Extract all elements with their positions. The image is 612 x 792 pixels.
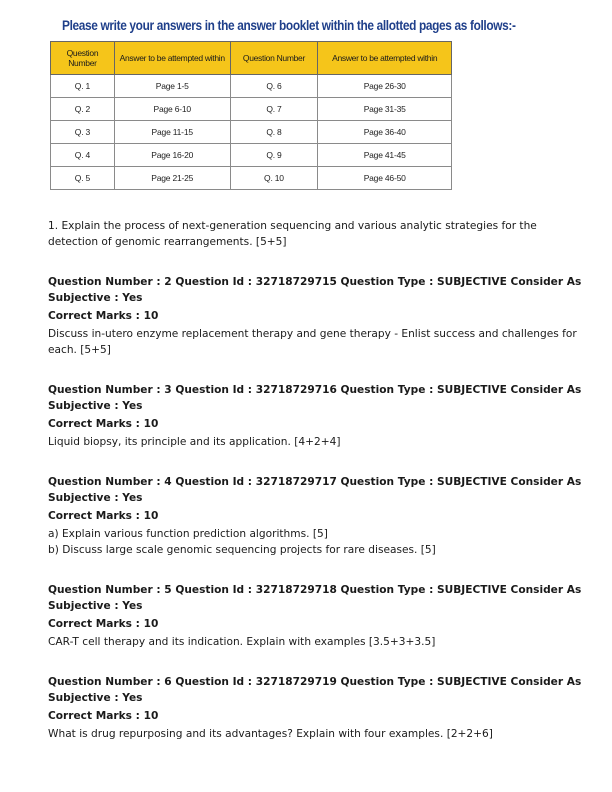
table-cell: Page 26-30 — [318, 75, 452, 98]
table-row — [51, 75, 452, 98]
table-header: Question Number — [230, 42, 318, 75]
table-cell: Q. 1 — [51, 75, 115, 98]
answer-page-table — [50, 41, 452, 190]
answer-instruction: Please write your answers in the answer booklet within the allotted pages as follows:- — [62, 18, 516, 33]
table-header: Answer to be attempted within — [318, 42, 452, 75]
question-text: CAR-T cell therapy and its indication. Explain with examples [3.5+3+3.5] — [48, 636, 436, 648]
question-4-block — [48, 474, 583, 558]
table-row — [51, 144, 452, 167]
question-text: Discuss in-utero enzyme replacement therapy and gene therapy - Enlist success and challenges for each. [5+5] — [48, 328, 577, 356]
table-cell: Page 41-45 — [318, 144, 452, 167]
question-3-block — [48, 382, 583, 451]
question-text-a: a) Explain various function prediction algorithms. [5] — [48, 528, 328, 540]
table-cell: Q. 10 — [230, 167, 318, 190]
table-cell: Page 36-40 — [318, 121, 452, 144]
question-header: Question Number : 4 Question Id : 32718729717 Question Type : SUBJECTIVE Consider As Subjective : Yes — [48, 476, 582, 504]
table-cell: Page 11-15 — [114, 121, 230, 144]
question-5-block — [48, 582, 583, 651]
table-cell: Page 16-20 — [114, 144, 230, 167]
table-cell: Q. 9 — [230, 144, 318, 167]
table-header-row — [51, 42, 452, 75]
table-cell: Q. 5 — [51, 167, 115, 190]
table-cell: Q. 4 — [51, 144, 115, 167]
table-header: Question Number — [51, 42, 115, 75]
question-marks: Correct Marks : 10 — [48, 418, 159, 430]
question-marks: Correct Marks : 10 — [48, 510, 159, 522]
table-cell: Q. 3 — [51, 121, 115, 144]
question-text-b: b) Discuss large scale genomic sequencing projects for rare diseases. [5] — [48, 543, 436, 556]
table-row — [51, 98, 452, 121]
question-header: Question Number : 6 Question Id : 32718729719 Question Type : SUBJECTIVE Consider As Subjective : Yes — [48, 676, 582, 704]
table-cell: Q. 2 — [51, 98, 115, 121]
table-cell: Page 46-50 — [318, 167, 452, 190]
question-text: What is drug repurposing and its advantages? Explain with four examples. [2+2+6] — [48, 728, 493, 740]
table-cell: Page 1-5 — [114, 75, 230, 98]
question-text: Liquid biopsy, its principle and its application. [4+2+4] — [48, 436, 341, 448]
question-marks: Correct Marks : 10 — [48, 310, 159, 322]
table-cell: Q. 7 — [230, 98, 318, 121]
question-header: Question Number : 3 Question Id : 32718729716 Question Type : SUBJECTIVE Consider As Subjective : Yes — [48, 384, 582, 412]
table-cell: Page 6-10 — [114, 98, 230, 121]
table-row — [51, 167, 452, 190]
question-2-block — [48, 274, 583, 358]
table-cell: Page 31-35 — [318, 98, 452, 121]
question-marks: Correct Marks : 10 — [48, 618, 159, 630]
question-header: Question Number : 5 Question Id : 32718729718 Question Type : SUBJECTIVE Consider As Subjective : Yes — [48, 584, 582, 612]
table-header: Answer to be attempted within — [114, 42, 230, 75]
table-cell: Page 21-25 — [114, 167, 230, 190]
question-1-text: 1. Explain the process of next-generation sequencing and various analytic strategies for the detection of genomic rearrangements. [5+5] — [48, 220, 537, 248]
table-cell: Q. 8 — [230, 121, 318, 144]
question-marks: Correct Marks : 10 — [48, 710, 159, 722]
question-6-block — [48, 674, 583, 743]
question-header: Question Number : 2 Question Id : 32718729715 Question Type : SUBJECTIVE Consider As Subjective : Yes — [48, 276, 582, 304]
table-cell: Q. 6 — [230, 75, 318, 98]
table-row — [51, 121, 452, 144]
